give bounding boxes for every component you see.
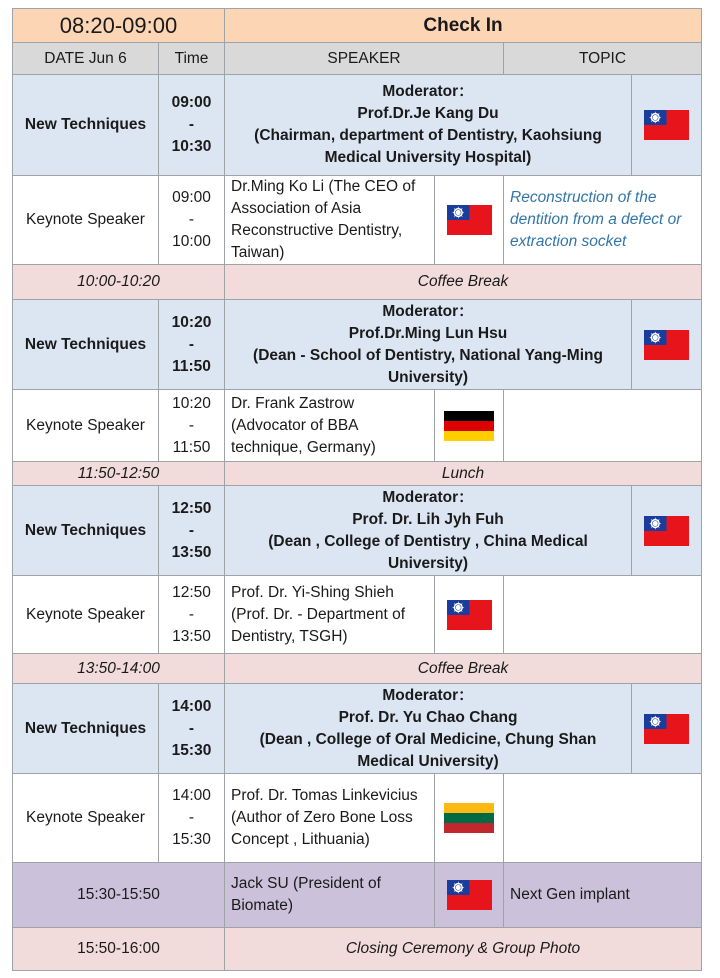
session-label: New Techniques	[13, 75, 159, 176]
break-time: 10:00-10:20	[13, 265, 225, 300]
lithuania-flag-icon	[444, 803, 494, 833]
session-time	[159, 75, 225, 176]
column-speaker: SPEAKER	[225, 43, 504, 75]
moderator-affiliation: (Dean - School of Dentistry, National Yang-Ming University)	[253, 346, 603, 386]
session-time-sep: -	[188, 335, 195, 353]
break-label: Coffee Break	[225, 265, 702, 300]
keynote-label: Keynote Speaker	[13, 576, 159, 654]
schedule-table	[12, 8, 702, 971]
moderator-cell	[225, 75, 632, 176]
moderator-name: Prof.Dr.Je Kang Du	[357, 105, 499, 122]
column-topic: TOPIC	[504, 43, 702, 75]
keynote-speaker: Dr. Frank Zastrow (Advocator of BBA technique, Germany)	[225, 390, 435, 462]
taiwan-flag-icon	[447, 205, 492, 235]
column-time: Time	[159, 43, 225, 75]
session-time-end: 13:50	[171, 543, 212, 561]
keynote-row	[13, 774, 702, 863]
keynote-topic	[504, 774, 702, 863]
closing-row	[13, 928, 702, 971]
session-time-start: 09:00	[171, 94, 212, 111]
keynote-row	[13, 576, 702, 654]
taiwan-flag-icon	[644, 516, 689, 546]
break-time: 13:50-14:00	[13, 654, 225, 684]
break-row	[13, 654, 702, 684]
session-time-sep: -	[188, 116, 195, 133]
session-label: New Techniques	[13, 486, 159, 576]
header-row	[13, 9, 702, 43]
column-header-row	[13, 43, 702, 75]
break-row	[13, 265, 702, 300]
keynote-speaker: Prof. Dr. Yi-Shing Shieh (Prof. Dr. - Department of Dentistry, TSGH)	[225, 576, 435, 654]
keynote-time	[159, 576, 225, 654]
closing-time: 15:50-16:00	[13, 928, 225, 971]
keynote-topic: Reconstruction of the dentition from a defect or extraction socket	[504, 176, 702, 265]
keynote-topic	[504, 390, 702, 462]
break-time: 11:50-12:50	[13, 462, 225, 486]
session-time-start: 12:50	[171, 499, 212, 517]
session-time-sep: -	[188, 521, 195, 539]
moderator-flag-cell	[632, 300, 702, 390]
checkin-time: 08:20-09:00	[13, 9, 225, 43]
closing-label: Closing Ceremony & Group Photo	[225, 928, 702, 971]
keynote-flag-cell	[435, 576, 504, 654]
taiwan-flag-icon	[447, 880, 492, 910]
taiwan-flag-icon	[644, 714, 689, 744]
keynote-flag-cell	[435, 176, 504, 265]
session-time-sep: -	[188, 719, 195, 737]
session-time	[159, 486, 225, 576]
keynote-time-end: 11:50	[172, 438, 211, 456]
moderator-title: Moderator：	[382, 686, 474, 704]
taiwan-flag-icon	[447, 600, 492, 630]
break-label: Coffee Break	[225, 654, 702, 684]
moderator-cell	[225, 486, 632, 576]
keynote-row	[13, 176, 702, 265]
taiwan-flag-icon	[644, 330, 689, 360]
moderator-title: Moderator：	[382, 488, 474, 506]
session-time-start: 10:20	[171, 313, 212, 331]
break-row	[13, 462, 702, 486]
keynote-time-end: 15:30	[172, 831, 211, 848]
session-row	[13, 684, 702, 774]
special-row	[13, 863, 702, 928]
break-label: Lunch	[225, 462, 702, 486]
special-speaker: Jack SU (President of Biomate)	[225, 863, 435, 928]
keynote-row	[13, 390, 702, 462]
keynote-time-sep: -	[188, 416, 195, 434]
keynote-label: Keynote Speaker	[13, 390, 159, 462]
keynote-speaker: Prof. Dr. Tomas Linkevicius (Author of Zero Bone Loss Concept , Lithuania)	[225, 774, 435, 863]
keynote-time-sep: -	[188, 211, 195, 228]
keynote-flag-cell	[435, 774, 504, 863]
moderator-flag-cell	[632, 684, 702, 774]
keynote-speaker: Dr.Ming Ko Li (The CEO of Association of Asia Reconstructive Dentistry, Taiwan)	[225, 176, 435, 265]
session-time	[159, 684, 225, 774]
special-time: 15:30-15:50	[13, 863, 225, 928]
moderator-name: Prof. Dr. Lih Jyh Fuh	[352, 510, 504, 528]
special-topic: Next Gen implant	[504, 863, 702, 928]
keynote-time-start: 09:00	[172, 189, 211, 206]
taiwan-flag-icon	[644, 110, 689, 140]
session-row	[13, 75, 702, 176]
keynote-time-sep: -	[188, 809, 195, 826]
session-row	[13, 300, 702, 390]
checkin-title: Check In	[225, 9, 702, 43]
moderator-cell	[225, 684, 632, 774]
keynote-time	[159, 390, 225, 462]
moderator-affiliation: (Dean , College of Dentistry , China Medical University)	[268, 532, 588, 572]
keynote-topic	[504, 576, 702, 654]
session-row	[13, 486, 702, 576]
session-time	[159, 300, 225, 390]
keynote-time	[159, 774, 225, 863]
keynote-time-end: 13:50	[172, 627, 211, 645]
keynote-time-sep: -	[188, 605, 195, 623]
session-time-end: 11:50	[172, 357, 211, 375]
moderator-name: Prof.Dr.Ming Lun Hsu	[348, 324, 508, 342]
moderator-title: Moderator：	[382, 83, 474, 100]
moderator-title: Moderator：	[382, 302, 474, 320]
special-flag-cell	[435, 863, 504, 928]
session-time-end: 10:30	[171, 138, 212, 155]
keynote-time-start: 10:20	[172, 394, 211, 412]
session-time-start: 14:00	[171, 697, 212, 715]
keynote-time-end: 10:00	[172, 233, 211, 250]
keynote-flag-cell	[435, 390, 504, 462]
column-date: DATE Jun 6	[13, 43, 159, 75]
moderator-name: Prof. Dr. Yu Chao Chang	[338, 708, 518, 726]
keynote-label: Keynote Speaker	[13, 774, 159, 863]
keynote-time	[159, 176, 225, 265]
session-label: New Techniques	[13, 684, 159, 774]
session-label: New Techniques	[13, 300, 159, 390]
germany-flag-icon	[444, 411, 494, 441]
moderator-affiliation: (Chairman, department of Dentistry, Kaohsiung Medical University Hospital)	[254, 127, 602, 166]
moderator-cell	[225, 300, 632, 390]
moderator-affiliation: (Dean , College of Oral Medicine, Chung Shan Medical University)	[259, 730, 597, 770]
moderator-flag-cell	[632, 486, 702, 576]
keynote-label: Keynote Speaker	[13, 176, 159, 265]
moderator-flag-cell	[632, 75, 702, 176]
keynote-time-start: 12:50	[172, 583, 211, 601]
keynote-time-start: 14:00	[172, 787, 211, 804]
session-time-end: 15:30	[171, 741, 212, 759]
